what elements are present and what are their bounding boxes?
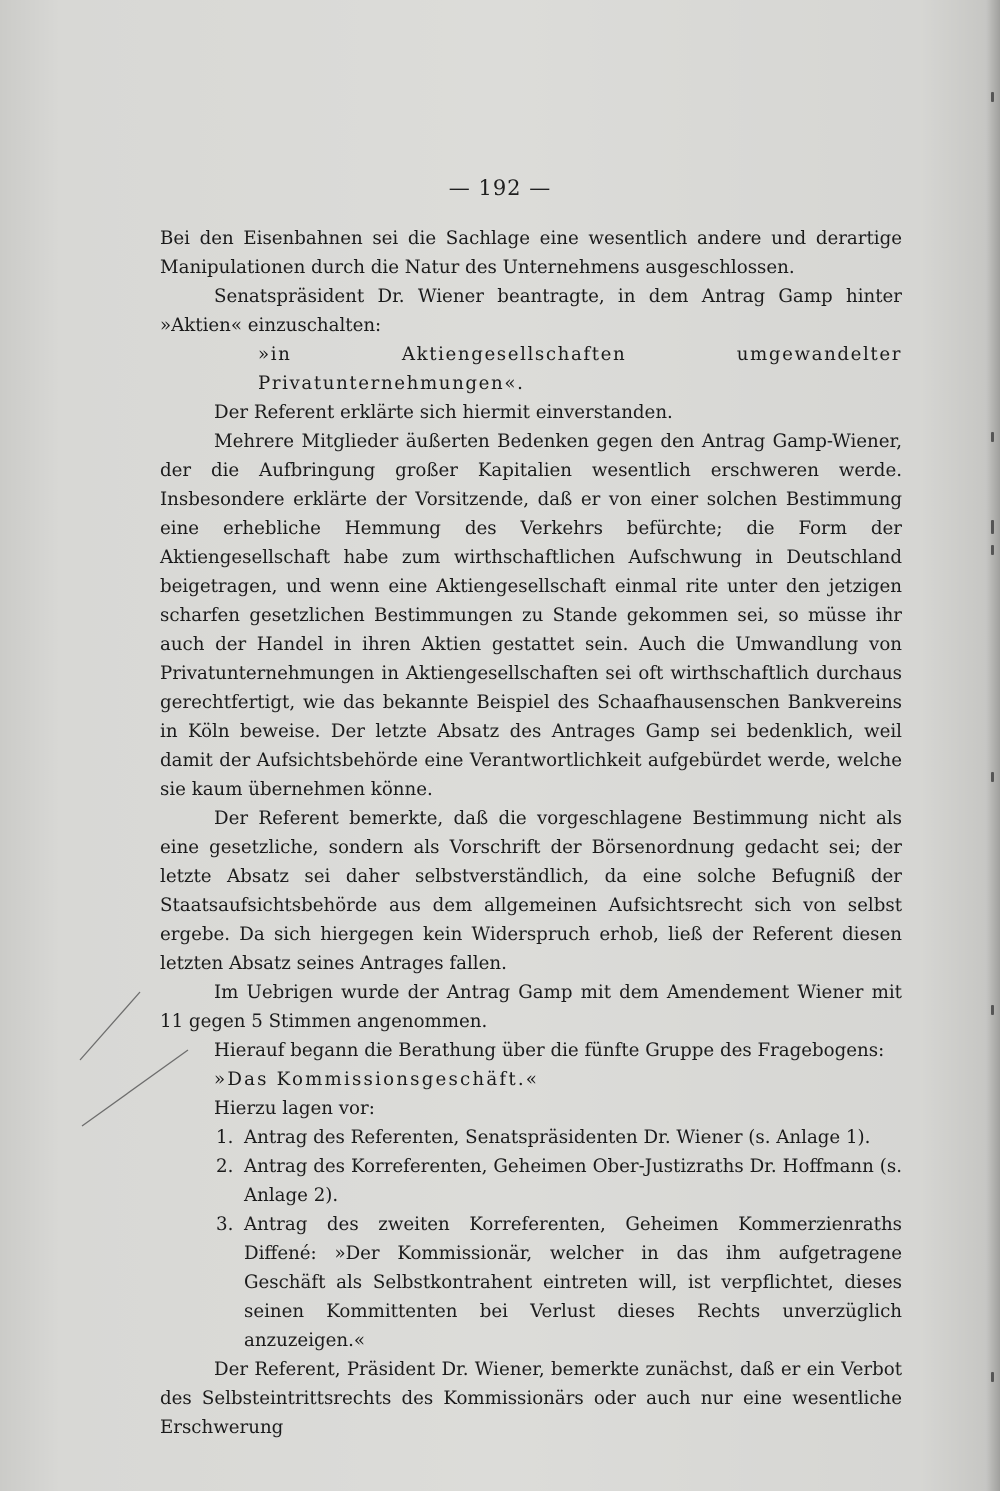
paragraph: Senatspräsident Dr. Wiener beantragte, in dem Antrag Gamp hinter »Aktien« einzuschalten: [160, 286, 902, 336]
paragraph: Der Referent bemerkte, daß die vorgeschlagene Bestimmung nicht als eine gesetzliche, sondern als Vorschrift der Börsenordnung gedacht sei; der letzte Absatz sei daher selbstverständlich, da eine solche Befugniß der Staatsaufsichtsbehörde aus dem allgemeinen Aufsichtsrecht sich von selbst ergebe. Da sich hiergegen kein Widerspruch erhob, ließ der Referent diesen letzten Absatz seines Antrages fallen. [160, 808, 902, 974]
page-number: — 192 — [448, 176, 552, 200]
edge-mark [991, 520, 994, 534]
list-item [216, 1210, 902, 1355]
paragraph: Mehrere Mitglieder äußerten Bedenken gegen den Antrag Gamp-Wiener, der die Aufbringung großer Kapitalien wesentlich erschweren werde. Insbesondere erklärte der Vorsitzende, daß er von einer solchen Bestimmung eine erhebliche Hemmung des Verkehrs befürchte; die Form der Aktiengesellschaft habe zum wirthschaftlichen Aufschwung in Deutschland beigetragen, und wenn eine Aktiengesellschaft einmal rite unter den jetzigen scharfen gesetzlichen Bestimmungen zu Stande gekommen sei, so müsse ihr auch der Handel in ihren Aktien gestattet sein. Auch die Umwandlung von Privatunternehmungen in Aktiengesellschaften sei oft wirthschaftlich durchaus gerechtfertigt, wie das bekannte Beispiel des Schaafhausenschen Bankvereins in Köln beweise. Der letzte Absatz des Antrages Gamp sei bedenklich, weil damit der Aufsichtsbehörde eine Verantwortlichkeit aufgebürdet werde, welche sie kaum übernehmen könne. [160, 431, 902, 800]
paragraph: Der Referent, Präsident Dr. Wiener, bemerkte zunächst, daß er ein Verbot des Selbsteintrittsrechts des Kommissionärs oder auch nur eine wesentliche Erschwerung [160, 1359, 902, 1438]
edge-mark [991, 1005, 994, 1015]
list-text: Antrag des Referenten, Senatspräsidenten Dr. Wiener (s. Anlage 1). [244, 1127, 871, 1148]
list-number: 2. [216, 1156, 234, 1177]
edge-mark [991, 92, 994, 102]
paragraph: Im Uebrigen wurde der Antrag Gamp mit dem Amendement Wiener mit 11 gegen 5 Stimmen angenommen. [160, 982, 902, 1032]
paragraph: Bei den Eisenbahnen sei die Sachlage eine wesentlich andere und derartige Manipulationen durch die Natur des Unternehmens ausgeschlossen. [160, 228, 902, 278]
section-heading: »Das Kommissionsgeschäft.« [214, 1069, 540, 1090]
list-number: 3. [216, 1214, 234, 1235]
list-item [216, 1152, 902, 1210]
list-item [216, 1123, 902, 1152]
edge-mark [991, 545, 994, 555]
list-text: Antrag des Korreferenten, Geheimen Ober-Justizraths Dr. Hoffmann (s. Anlage 2). [244, 1156, 902, 1206]
edge-mark [991, 1372, 994, 1382]
paragraph: Hierauf begann die Berathung über die fünfte Gruppe des Fragebogens: [214, 1040, 885, 1061]
paragraph: Der Referent erklärte sich hiermit einverstanden. [214, 402, 673, 423]
paragraph: Hierzu lagen vor: [214, 1098, 375, 1119]
list-number: 1. [216, 1127, 234, 1148]
edge-mark [991, 432, 994, 442]
binding-shadow [986, 0, 1000, 1491]
body-text [160, 224, 902, 1442]
list-text: Antrag des zweiten Korreferenten, Geheimen Kommerzienraths Diffené: »Der Kommissionär, welcher in das ihm aufgetragene Geschäft als Selbstkontrahent eintreten will, ist verpflichtet, dieses seinen Kommittenten bei Verlust dieses Rechts unverzüglich anzuzeigen.« [244, 1214, 902, 1351]
edge-mark [991, 772, 994, 782]
quoted-amendment: »in Aktiengesellschaften umgewandelter Privatunternehmungen«. [258, 344, 902, 394]
